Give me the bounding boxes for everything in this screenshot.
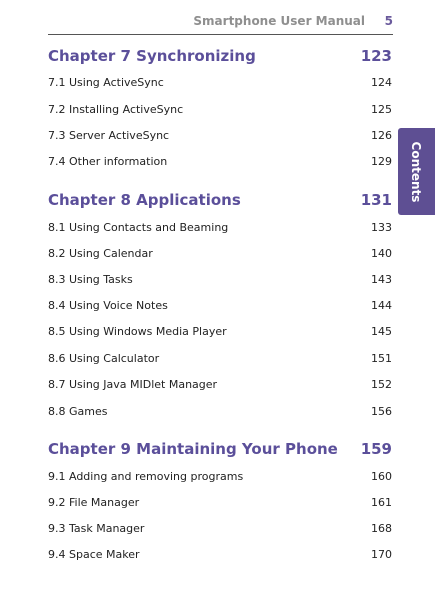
section-title: 7.3 Server ActiveSync bbox=[48, 129, 170, 142]
section-title: 9.2 File Manager bbox=[48, 496, 140, 509]
chapter-heading-8[interactable] bbox=[48, 191, 392, 211]
toc-entry[interactable] bbox=[48, 405, 392, 421]
section-title: 8.3 Using Tasks bbox=[48, 273, 133, 286]
section-page: 161 bbox=[371, 496, 392, 509]
section-page: 168 bbox=[371, 522, 392, 535]
toc-entry[interactable] bbox=[48, 129, 392, 145]
section-page: 170 bbox=[371, 548, 392, 561]
toc-entry[interactable] bbox=[48, 221, 392, 237]
section-page: 125 bbox=[371, 103, 392, 116]
toc-entry[interactable] bbox=[48, 325, 392, 341]
toc-entry[interactable] bbox=[48, 548, 392, 564]
section-title: 8.4 Using Voice Notes bbox=[48, 299, 168, 312]
contents-tab[interactable] bbox=[398, 128, 435, 215]
section-title: 8.5 Using Windows Media Player bbox=[48, 325, 227, 338]
section-title: 8.6 Using Calculator bbox=[48, 352, 160, 365]
section-title: 7.1 Using ActiveSync bbox=[48, 76, 164, 89]
chapter-page: 159 bbox=[360, 440, 392, 458]
section-title: 9.1 Adding and removing programs bbox=[48, 470, 244, 483]
toc-entry[interactable] bbox=[48, 247, 392, 263]
toc-entry[interactable] bbox=[48, 273, 392, 289]
toc-entry[interactable] bbox=[48, 352, 392, 368]
section-page: 152 bbox=[371, 378, 392, 391]
section-title: 9.3 Task Manager bbox=[48, 522, 145, 535]
page-number: 5 bbox=[384, 14, 393, 28]
contents-tab-label: Contents bbox=[409, 141, 423, 203]
section-page: 144 bbox=[371, 299, 392, 312]
section-title: 7.2 Installing ActiveSync bbox=[48, 103, 184, 116]
chapter-title: Chapter 9 Maintaining Your Phone bbox=[48, 440, 338, 458]
chapter-title: Chapter 8 Applications bbox=[48, 191, 241, 209]
chapter-page: 123 bbox=[360, 47, 392, 65]
toc-entry[interactable] bbox=[48, 76, 392, 92]
section-title: 7.4 Other information bbox=[48, 155, 168, 168]
section-page: 124 bbox=[371, 76, 392, 89]
chapter-heading-7[interactable] bbox=[48, 47, 392, 67]
section-page: 143 bbox=[371, 273, 392, 286]
manual-title: Smartphone User Manual bbox=[193, 14, 365, 28]
toc-entry[interactable] bbox=[48, 522, 392, 538]
section-title: 8.2 Using Calendar bbox=[48, 247, 153, 260]
section-title: 9.4 Space Maker bbox=[48, 548, 140, 561]
section-page: 133 bbox=[371, 221, 392, 234]
section-title: 8.1 Using Contacts and Beaming bbox=[48, 221, 229, 234]
toc-entry[interactable] bbox=[48, 496, 392, 512]
section-title: 8.8 Games bbox=[48, 405, 108, 418]
toc-entry[interactable] bbox=[48, 299, 392, 315]
section-page: 151 bbox=[371, 352, 392, 365]
section-page: 140 bbox=[371, 247, 392, 260]
section-page: 129 bbox=[371, 155, 392, 168]
table-of-contents bbox=[48, 0, 392, 600]
toc-entry[interactable] bbox=[48, 155, 392, 171]
section-page: 156 bbox=[371, 405, 392, 418]
toc-entry[interactable] bbox=[48, 378, 392, 394]
chapter-heading-9[interactable] bbox=[48, 440, 392, 460]
section-page: 145 bbox=[371, 325, 392, 338]
section-page: 160 bbox=[371, 470, 392, 483]
chapter-title: Chapter 7 Synchronizing bbox=[48, 47, 256, 65]
section-page: 126 bbox=[371, 129, 392, 142]
toc-entry[interactable] bbox=[48, 470, 392, 486]
toc-entry[interactable] bbox=[48, 103, 392, 119]
chapter-page: 131 bbox=[360, 191, 392, 209]
section-title: 8.7 Using Java MIDlet Manager bbox=[48, 378, 218, 391]
